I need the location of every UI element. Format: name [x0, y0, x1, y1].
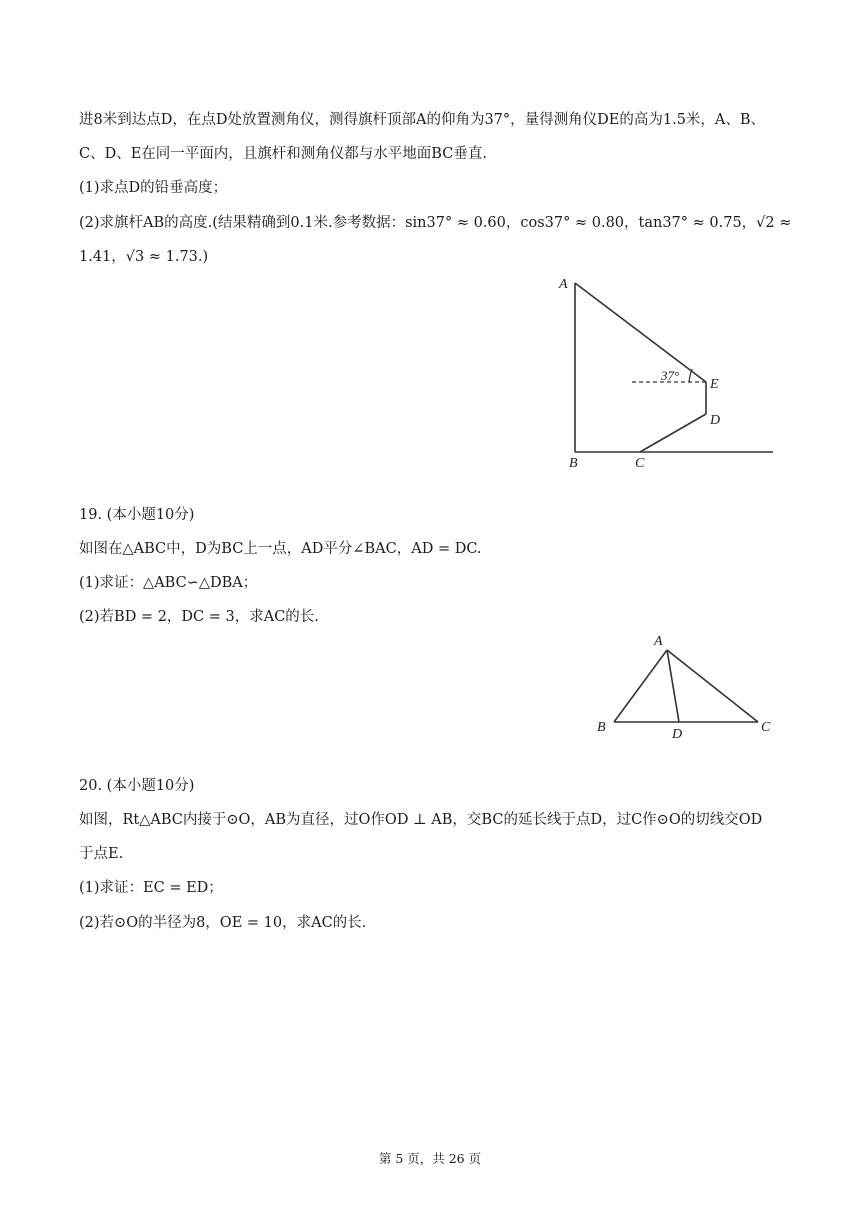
q18-figure [555, 270, 780, 475]
label-B: B [569, 456, 578, 471]
label-angle: 37° [661, 368, 680, 383]
q19-part-1: (1)求证：△ABC∽△DBA； [79, 575, 258, 591]
slope-CD [640, 414, 706, 452]
label-B: B [597, 720, 606, 735]
q18-part-1: (1)求点D的铅垂高度； [79, 180, 228, 196]
page-footer: 第 5 页，共 26 页 [378, 1151, 482, 1166]
label-E: E [710, 377, 719, 392]
side-AB [614, 650, 667, 722]
q19-part-2: (2)若BD = 2，DC = 3，求AC的长. [79, 609, 319, 625]
q20-stem: 如图，Rt△ABC内接于⊙O，AB为直径，过O作OD ⊥ AB，交BC的延长线于点D，过C作⊙O的切线交OD [79, 812, 763, 828]
q20-part-2: (2)若⊙O的半径为8，OE = 10，求AC的长. [79, 915, 367, 931]
q18-line-1: 进8米到达点D，在点D处放置测角仪，测得旗杆顶部A的仰角为37°，量得测角仪DE的高为1.5米，A、B、 [79, 112, 766, 128]
label-A: A [559, 277, 568, 292]
label-C: C [635, 456, 645, 471]
q18-part-2: (2)求旗杆AB的高度.(结果精确到0.1米.参考数据：sin37° ≈ 0.60，cos37° ≈ 0.80，tan37° ≈ 0.75，√2 ≈ [79, 215, 792, 231]
q20-part-1: (1)求证：EC = ED； [79, 880, 223, 896]
q19-stem: 如图在△ABC中，D为BC上一点，AD平分∠BAC，AD = DC. [79, 541, 482, 557]
q19-figure [590, 628, 780, 743]
q18-part-2-cont: 1.41，√3 ≈ 1.73.) [79, 249, 209, 265]
label-D: D [710, 413, 721, 428]
q20-title: 20. (本小题10分) [79, 778, 195, 794]
q18-line-2: C、D、E在同一平面内，且旗杆和测角仪都与水平地面BC垂直. [79, 146, 487, 162]
q19-title: 19. (本小题10分) [79, 507, 195, 523]
label-D: D [672, 727, 683, 742]
label-A: A [654, 634, 663, 649]
side-AC [667, 650, 758, 722]
segment-AD [667, 650, 679, 722]
q20-stem-cont: 于点E. [79, 846, 124, 862]
label-C: C [761, 720, 771, 735]
sight-line-AE [575, 283, 706, 382]
